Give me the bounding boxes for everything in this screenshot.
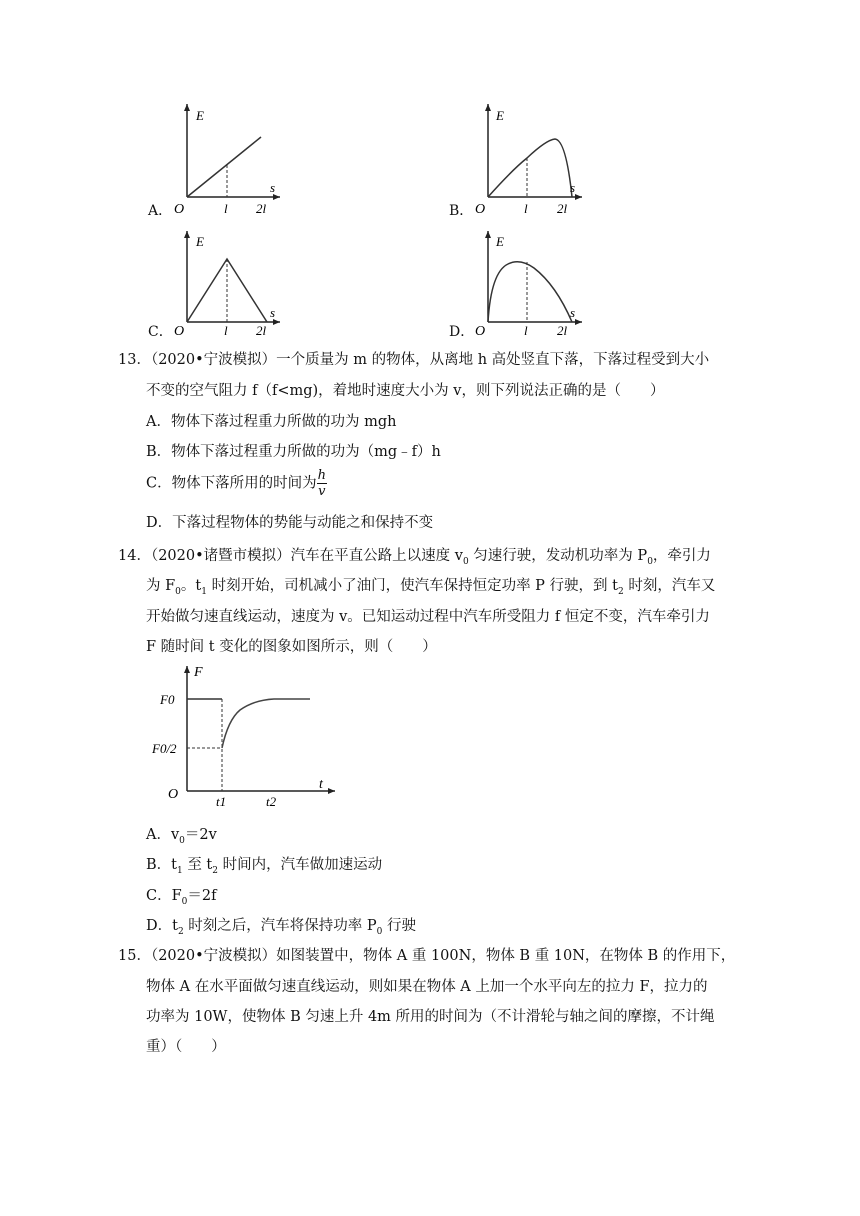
graph-d-tick-l: l [524,323,528,338]
q14-tick-F0-half: F0/2 [152,741,177,756]
graph-a-option-label[interactable]: A． [148,203,173,219]
q13-option-a[interactable]: A．物体下落过程重力所做的功为 mgh [146,414,397,430]
q14-option-b[interactable]: B．$t_1$ 至 $t_2$ 时间内，汽车做加速运动 [146,857,383,876]
q14-stem-line1: 14．（2020•诸暨市模拟）汽车在平直公路上以速度 $v_0$ 匀速行驶，发动机功率为 $P_0$，牵引力 [118,548,711,567]
graph-d [475,231,582,339]
q13-stem-line1: 13．（2020•宁波模拟）一个质量为 m 的物体，从离地 h 高处竖直下落，下落过程受到大小 [118,352,710,368]
graph-d-axis-x: s [570,305,576,320]
graph-b-curve [488,139,572,197]
graph-c-axis-x: s [270,305,276,320]
graph-c-tick-2l: 2l [256,323,267,338]
graph-a-curve [187,137,261,197]
q14-force-time-graph [150,660,340,815]
q14-option-a[interactable]: A．$v_0=2v$ [146,827,217,846]
graph-d-option-label[interactable]: D． [449,324,475,340]
q14-force-curve [222,699,310,748]
graph-b-axis-x: s [570,180,576,195]
option-graphs [0,0,860,345]
q13-option-b[interactable]: B．物体下落过程重力所做的功为（mg﹣f）h [146,444,441,460]
graph-c-axis-y: E [196,234,204,249]
graph-a-tick-2l: 2l [256,201,267,216]
graph-a-tick-l: l [224,201,228,216]
graph-a-origin: O [174,202,185,217]
graph-b-option-label[interactable]: B． [449,203,474,219]
q15-stem-line3: 功率为 10W，使物体 B 匀速上升 4m 所用的时间为（不计滑轮与轴之间的摩擦，不计绳 [146,1009,715,1025]
q15-stem-line4: 重）（ ） [146,1039,226,1055]
graph-d-origin: O [475,324,486,339]
graph-d-tick-2l: 2l [557,323,568,338]
q14-stem-line3: 开始做匀速直线运动，速度为 v。已知运动过程中汽车所受阻力 f 恒定不变，汽车牵引力 [146,609,710,625]
graph-c-origin: O [174,324,185,339]
graph-d-axis-y: E [496,234,504,249]
q14-tick-F0: F0 [160,692,175,707]
graph-b [475,104,582,217]
graph-c [174,231,280,339]
q13-option-c[interactable] [146,468,327,499]
q14-option-d[interactable]: D．$t_2$ 时刻之后，汽车将保持功率 $P_0$ 行驶 [146,918,417,937]
graph-a-axis-y: E [196,108,204,123]
q13-stem-line2: 不变的空气阻力 f（f<mg)，着地时速度大小为 v，则下列说法正确的是（ ） [146,383,665,399]
q15-stem-line2: 物体 A 在水平面做匀速直线运动，则如果在物体 A 上加一个水平向左的拉力 F，拉力的 [146,979,708,995]
graph-d-curve [488,262,572,322]
q14-tick-t2: t2 [266,794,277,809]
q14-option-c[interactable]: C．$F_0=2f$ [146,888,217,907]
graph-b-tick-l: l [524,201,528,216]
q14-stem-line2: 为 $F_0$。$t_1$ 时刻开始，司机减小了油门，使汽车保持恒定功率 P 行驶，到 $t_2$ 时刻，汽车又 [146,578,716,597]
graph-a [174,104,280,217]
graph-c-option-label[interactable]: C． [148,324,173,340]
q13-option-c-fraction: $\frac{h}{v}$ [317,468,326,499]
q14-axis-y: F [194,665,203,680]
q14-stem-line4: F 随时间 t 变化的图象如图所示，则（ ） [146,639,437,655]
q13-option-c-text: C．物体下落所用的时间为 [146,475,317,492]
graph-a-axis-x: s [270,180,276,195]
graph-c-tick-l: l [224,323,228,338]
graph-b-tick-2l: 2l [557,201,568,216]
q14-axis-x: t [319,777,323,792]
graph-b-origin: O [475,202,486,217]
graph-b-axis-y: E [496,108,504,123]
q15-stem-line1: 15．（2020•宁波模拟）如图装置中，物体 A 重 100N，物体 B 重 10N，在物体 B 的作用下， [118,948,736,964]
q14-origin: O [168,787,179,802]
q13-option-d[interactable]: D．下落过程物体的势能与动能之和保持不变 [146,515,434,531]
q14-tick-t1: t1 [216,794,227,809]
